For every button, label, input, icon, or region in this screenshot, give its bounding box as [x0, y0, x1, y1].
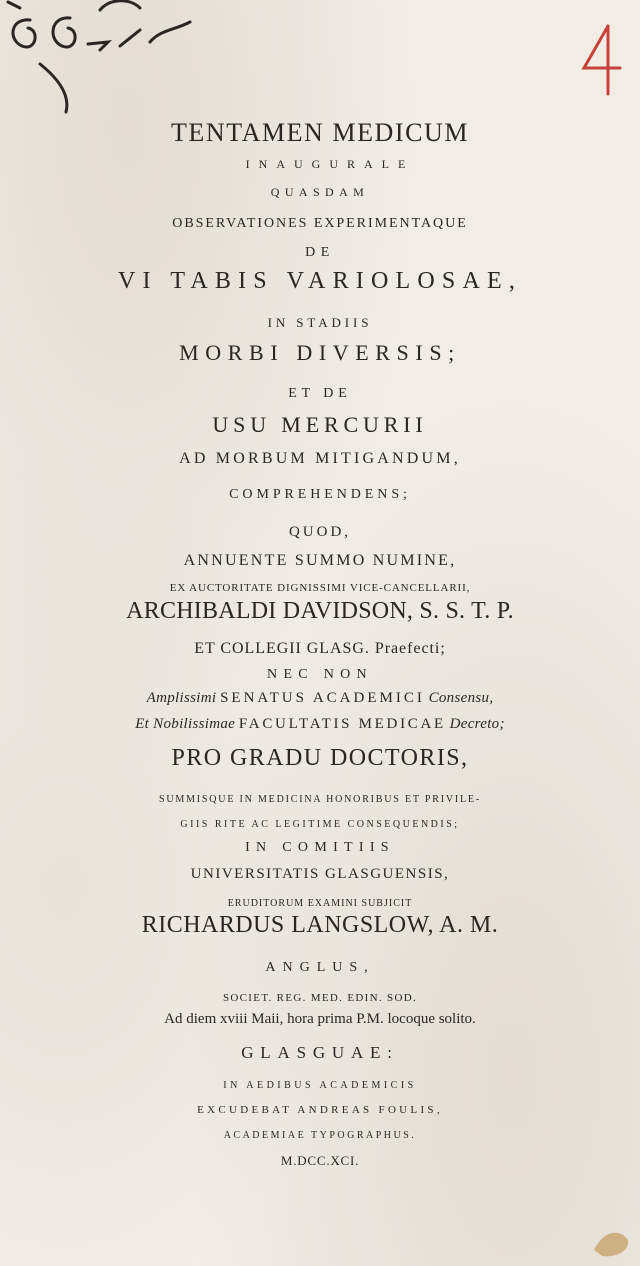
line-observationes: OBSERVATIONES EXPERIMENTAQUE [172, 216, 468, 231]
senatus-academici: SENATUS ACADEMICI [220, 690, 425, 706]
line-vi-tabis: VI TABIS VARIOLOSAE, [117, 268, 523, 294]
line-giis: GIIS RITE AC LEGITIME CONSEQUENDIS; [180, 819, 460, 830]
handwritten-ownership-mark [0, 0, 230, 120]
line-academiae: ACADEMIAE TYPOGRAPHUS. [223, 1130, 417, 1141]
title: TENTAMEN MEDICUM [170, 118, 470, 147]
line-quod: QUOD, [288, 524, 352, 540]
line-in-stadiis: IN STADIIS [267, 315, 373, 330]
nobilissimae-word: Et Nobilissimae [135, 716, 236, 732]
decreto-word: Decreto; [449, 716, 505, 732]
line-et-collegii [0, 640, 640, 658]
line-richardus: RICHARDUS LANGSLOW, A. M. [141, 912, 499, 938]
line-usu: USU MERCURII [212, 412, 428, 437]
pencil-shelf-number [570, 20, 630, 100]
line-excudebat: EXCUDEBAT ANDREAS FOULIS, [197, 1104, 443, 1116]
line-ad-diem: Ad diem xviii Maii, hora prima P.M. locoque solito. [164, 1011, 476, 1027]
facultatis-medicae: FACULTATIS MEDICAE [238, 716, 446, 732]
line-archibaldi: ARCHIBALDI DAVIDSON, S. S. T. P. [126, 598, 514, 624]
line-inaugurale: INAUGURALE [245, 157, 415, 171]
line-de: DE [305, 245, 335, 260]
consensu-word: Consensu, [428, 690, 494, 706]
line-ad-morbum: AD MORBUM MITIGANDUM, [179, 450, 461, 467]
line-year: M.DCC.XCI. [280, 1153, 360, 1168]
ink-stain [584, 1220, 634, 1260]
line-eruditorum: ERUDITORUM EXAMINI SUBJICIT [227, 898, 413, 909]
line-nec-non: NEC NON [267, 667, 373, 682]
line-summisque: SUMMISQUE IN MEDICINA HONORIBUS ET PRIVILE- [159, 794, 481, 805]
line-ex-auctoritate: EX AUCTORITATE DIGNISSIMI VICE-CANCELLARII, [169, 582, 471, 594]
line-anglus: ANGLUS, [265, 960, 375, 975]
line-et-de: ET DE [288, 386, 352, 401]
line-glasguae: GLASGUAE: [241, 1043, 399, 1062]
line-in-aedibus: IN AEDIBUS ACADEMICIS [223, 1080, 417, 1091]
line-et-nobilissimae [0, 716, 640, 733]
line-comprehendens: COMPREHENDENS; [229, 487, 411, 502]
line-societ: SOCIET. REG. MED. EDIN. SOD. [222, 992, 418, 1004]
line-annuente: ANNUENTE SUMMO NUMINE, [183, 552, 457, 569]
line-quasdam: QUASDAM [270, 185, 370, 199]
line-amplissimi [0, 690, 640, 707]
line-in-comitiis: IN COMITIIS [245, 840, 395, 855]
amplissimi-word: Amplissimi [146, 690, 217, 706]
line-universitatis: UNIVERSITATIS GLASGUENSIS, [190, 866, 450, 882]
collegii-text: ET COLLEGII GLASG. Praefecti; [194, 640, 446, 657]
line-morbi: MORBI DIVERSIS; [179, 340, 461, 365]
line-pro-gradu: PRO GRADU DOCTORIS, [171, 745, 469, 771]
